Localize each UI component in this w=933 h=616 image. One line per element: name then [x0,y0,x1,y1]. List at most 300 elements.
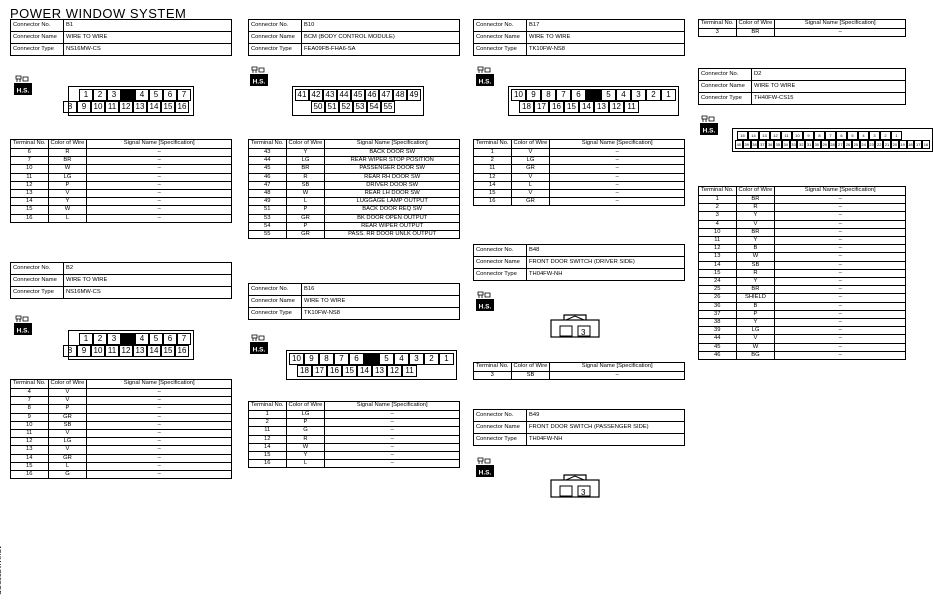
terminal-table-b17 [473,139,685,206]
signal-name: – [775,335,906,343]
table-row [699,327,906,335]
header-signal-name: Signal Name [Specification] [775,187,906,196]
connector-name: WIRE TO WIRE [302,296,460,308]
table-row [699,228,906,236]
pin-cell: 7 [825,131,836,140]
pin-cell: 2 [93,89,107,101]
wire-color: GR [48,413,87,421]
header-terminal-no: Terminal No. [474,363,512,372]
pin-cell: 32 [799,142,804,147]
signal-name: REAR RH DOOR SW [325,173,460,181]
connector-face-b16 [286,350,457,380]
terminal-table-b48 [473,362,685,380]
pin-cell: 10 [511,89,526,101]
table-row [11,413,232,421]
pin-cell: 10 [792,131,803,140]
signal-name: – [775,319,906,327]
pin-cell: 16 [175,101,189,113]
table-row [699,351,906,359]
pin-cell: 15 [342,365,357,377]
table-row [249,222,460,230]
pin-cell: 1 [661,89,676,101]
signal-name: – [87,454,232,462]
wire-color: W [48,206,87,214]
terminal-no: 46 [249,173,287,181]
signal-name: REAR WIPER STOP POSITION [325,157,460,165]
wire-color: V [48,397,87,405]
pin-cell: 27 [838,142,843,147]
signal-name: – [550,157,685,165]
terminal-no: 11 [11,173,49,181]
wire-color: L [286,460,325,468]
signal-name: LUGGAGE LAMP OUTPUT [325,198,460,206]
wire-color: LG [286,157,325,165]
signal-name: – [325,419,460,427]
pin-cell: 9 [526,89,541,101]
wire-color: P [286,222,325,230]
label-connector-no: Connector No. [699,69,752,81]
terminal-no: 14 [11,198,49,206]
connector-type: TH40FW-CS15 [752,93,906,105]
header-terminal-no: Terminal No. [249,402,287,411]
table-row [249,206,460,214]
terminal-no: 15 [11,206,49,214]
table-row [699,319,906,327]
header-signal-name: Signal Name [Specification] [775,20,906,29]
signal-name: – [775,302,906,310]
pin-cell: 31 [806,142,812,147]
signal-name: – [87,206,232,214]
pin-cell: 18 [519,101,534,113]
label-connector-no: Connector No. [11,263,64,275]
hs-harness-side-icon [14,75,31,95]
table-row [699,269,906,277]
terminal-no: 8 [11,405,49,413]
pin-cell: 5 [149,89,163,101]
label-connector-name: Connector Name [474,257,527,269]
table-row [11,181,232,189]
pin-cell: 14 [748,131,759,140]
hs-harness-side-icon [14,315,31,335]
terminal-no: 9 [11,413,49,421]
label-connector-name: Connector Name [11,275,64,287]
connector-info-b10 [248,19,460,56]
signal-name: – [87,165,232,173]
header-color-of-wire: Color of Wire [48,140,87,149]
terminal-no: 12 [474,173,512,181]
terminal-table-d2 [698,186,906,360]
pin-cell: 12 [119,101,133,113]
table-row [699,253,906,261]
wire-color: R [286,435,325,443]
table-row [474,190,685,198]
table-row [474,165,685,173]
table-row [474,198,685,206]
connector-info-d2 [698,68,906,105]
wire-color: B [736,302,775,310]
terminal-no: 43 [249,149,287,157]
pin-cell: 6 [163,333,177,345]
header-signal-name: Signal Name [Specification] [87,140,232,149]
terminal-no: 26 [699,294,737,302]
table-row [699,220,906,228]
table-row [11,198,232,206]
pin-cell: 9 [77,345,91,357]
terminal-no: 4 [699,220,737,228]
label-connector-type: Connector Type [474,44,527,56]
hs-label: H.S. [702,127,716,135]
table-row [249,411,460,419]
connector-no: B16 [302,284,460,296]
connector-no: B17 [527,20,685,32]
signal-name: – [87,413,232,421]
hs-harness-side-icon [700,115,717,135]
terminal-no: 24 [699,278,737,286]
pin-cell: 3 [107,333,121,345]
terminal-no: 53 [249,214,287,222]
signal-name: – [775,294,906,302]
signal-name: – [775,245,906,253]
signal-name: – [87,397,232,405]
pin-cell: 44 [337,89,351,101]
terminal-no: 45 [249,165,287,173]
wire-color: Y [736,278,775,286]
wire-color: V [48,446,87,454]
signal-name: – [87,198,232,206]
pin-cell: 43 [323,89,337,101]
pin-cell: 50 [311,101,325,113]
terminal-no: 39 [699,327,737,335]
label-connector-name: Connector Name [474,32,527,44]
wire-color: P [48,405,87,413]
table-row [474,149,685,157]
wire-color: R [48,149,87,157]
pin-cell: 30 [814,142,820,147]
wire-color: BR [286,165,325,173]
hs-label: H.S. [16,327,30,335]
signal-name: – [775,310,906,318]
wire-color: LG [48,438,87,446]
header-signal-name: Signal Name [Specification] [87,380,232,389]
pin-cell: 38 [752,142,757,147]
signal-name: PASS. RR DOOR UNLK OUTPUT [325,231,460,239]
signal-name: – [325,443,460,451]
table-row [11,446,232,454]
signal-name: – [325,435,460,443]
signal-name: – [325,460,460,468]
connector-info-b48 [473,244,685,281]
signal-name: – [87,421,232,429]
pin-cell: 53 [353,101,367,113]
table-row [699,278,906,286]
signal-name: – [775,196,906,204]
table-row [249,149,460,157]
terminal-no: 4 [11,389,49,397]
header-color-of-wire: Color of Wire [511,363,550,372]
table-row [11,438,232,446]
header-terminal-no: Terminal No. [474,140,512,149]
wire-color: BR [736,228,775,236]
table-row [249,443,460,451]
key-slot [364,353,379,365]
header-terminal-no: Terminal No. [249,140,287,149]
pin-cell: 1 [891,131,902,140]
wire-color: V [48,430,87,438]
label-connector-no: Connector No. [474,245,527,257]
terminal-no: 2 [699,204,737,212]
signal-name: – [550,165,685,173]
wire-color: V [511,190,550,198]
wire-color: LG [48,173,87,181]
pin-cell: 8 [63,101,77,113]
connector-no: B1 [64,20,232,32]
pin-cell: 4 [135,333,149,345]
pin-cell: 45 [351,89,365,101]
terminal-no: 37 [699,310,737,318]
wire-color: W [286,443,325,451]
pin-cell: 3 [869,131,880,140]
signal-name: – [775,261,906,269]
wire-color: Y [286,149,325,157]
pin-cell: 6 [163,89,177,101]
label-connector-name: Connector Name [11,32,64,44]
pin-cell: 8 [541,89,556,101]
label-connector-name: Connector Name [474,422,527,434]
label-connector-no: Connector No. [11,20,64,32]
header-terminal-no: Terminal No. [699,187,737,196]
table-row [11,173,232,181]
pin-cell: 55 [381,101,395,113]
terminal-no: 54 [249,222,287,230]
pin-cell: 13 [133,101,147,113]
terminal-no: 16 [11,471,49,479]
pin-cell: 7 [556,89,571,101]
table-row [249,427,460,435]
table-row [249,214,460,222]
pin-cell: 46 [365,89,379,101]
connector-no: B10 [302,20,460,32]
table-row [699,204,906,212]
pin-cell: 36 [767,142,773,147]
terminal-no: 15 [11,462,49,470]
terminal-no: 14 [474,181,512,189]
terminal-no: 51 [249,206,287,214]
table-row [249,231,460,239]
pin-cell: 1 [439,353,454,365]
header-color-of-wire: Color of Wire [48,380,87,389]
pin-cell: 33 [791,142,796,147]
connector-info-b2 [10,262,232,299]
wire-color: GR [286,214,325,222]
table-row [11,405,232,413]
table-row [474,372,685,380]
label-connector-name: Connector Name [249,296,302,308]
signal-name: – [87,190,232,198]
pin-cell: 2 [93,333,107,345]
terminal-no: 45 [699,343,737,351]
wire-color: BR [736,196,775,204]
pin-cell: 15 [161,101,175,113]
pin-cell: 39 [744,142,749,147]
pin-cell: 3 [631,89,646,101]
terminal-no: 14 [699,261,737,269]
connector-face-b10 [292,86,424,116]
pin-cell: 8 [319,353,334,365]
pin-cell: 1 [79,89,93,101]
pin-cell: 24 [861,142,866,147]
wire-color: L [286,198,325,206]
connector-info-b49 [473,409,685,446]
pin-cell: 54 [367,101,381,113]
table-row [11,206,232,214]
pin-cell: 17 [312,365,327,377]
label-connector-type: Connector Type [249,308,302,320]
pin-cell: 41 [295,89,309,101]
terminal-no: 44 [249,157,287,165]
wire-color: GR [286,231,325,239]
table-row [249,452,460,460]
signal-name: – [775,351,906,359]
pin-cell: 6 [836,131,847,140]
hs-label: H.S. [252,78,266,86]
signal-name: – [775,29,906,37]
pin-cell: 10 [289,353,304,365]
header-signal-name: Signal Name [Specification] [325,402,460,411]
terminal-no: 47 [249,181,287,189]
pin-cell: 16 [549,101,564,113]
header-color-of-wire: Color of Wire [286,140,325,149]
pin-cell: 9 [803,131,814,140]
pin-cell: 51 [325,101,339,113]
header-terminal-no: Terminal No. [11,140,49,149]
pin-cell: 15 [564,101,579,113]
terminal-table-b2 [10,379,232,479]
terminal-no: 48 [249,190,287,198]
signal-name: – [325,411,460,419]
pin-cell: 2 [424,353,439,365]
wire-color: SB [286,181,325,189]
table-row [249,419,460,427]
signal-name: – [325,452,460,460]
table-row [249,190,460,198]
terminal-table-b10 [248,139,460,239]
terminal-no: 15 [249,452,287,460]
pin-cell: 13 [133,345,147,357]
terminal-no: 1 [699,196,737,204]
connector-name: WIRE TO WIRE [752,81,906,93]
signal-name: BACK DOOR REQ SW [325,206,460,214]
table-row [699,212,906,220]
label-connector-no: Connector No. [474,410,527,422]
hs-harness-side-icon [476,291,493,311]
pin-cell: 25 [853,142,859,147]
signal-name: – [775,286,906,294]
label-connector-type: Connector Type [474,434,527,446]
connector-no: B48 [527,245,685,257]
pin-cell: 11 [624,101,639,113]
connector-name: WIRE TO WIRE [64,32,232,44]
pin-cell: 40 [736,142,742,147]
pin-cell: 28 [830,142,835,147]
terminal-no: 15 [699,269,737,277]
pin-cell: 16 [327,365,342,377]
wire-color: BG [736,351,775,359]
wire-color: LG [736,327,775,335]
wire-color: V [511,173,550,181]
pin-cell: 4 [858,131,869,140]
wire-color: BR [736,29,775,37]
pin-cell: 7 [177,333,191,345]
header-color-of-wire: Color of Wire [511,140,550,149]
pin-cell: 16 [175,345,189,357]
wire-color: SB [48,421,87,429]
pin-cell: 18 [908,142,913,147]
pin-cell: 11 [105,345,119,357]
signal-name: – [775,228,906,236]
table-row [11,389,232,397]
pin-cell: 14 [147,101,161,113]
terminal-no: 3 [699,29,737,37]
pin-cell: 8 [63,345,77,357]
pin-cell: 12 [119,345,133,357]
header-signal-name: Signal Name [Specification] [550,140,685,149]
connector-no: B49 [527,410,685,422]
signal-name: PASSENGER DOOR SW [325,165,460,173]
table-row [11,157,232,165]
wire-color: R [736,269,775,277]
wire-color: Y [736,212,775,220]
wire-color: Y [286,452,325,460]
table-row [474,173,685,181]
connector-face-b17 [508,86,679,116]
signal-name: – [550,181,685,189]
wire-color: P [286,206,325,214]
connector-info-b1 [10,19,232,56]
pin-cell: 23 [869,142,874,147]
connector-name: WIRE TO WIRE [64,275,232,287]
table-row [11,454,232,462]
connector-face-b2 [68,330,194,360]
connector-type: TH04FW-NH [527,434,685,446]
label-connector-type: Connector Type [249,44,302,56]
terminal-no: 16 [249,460,287,468]
signal-name: – [775,327,906,335]
wire-color: W [736,343,775,351]
terminal-no: 12 [249,435,287,443]
table-row [249,181,460,189]
pin-cell: 5 [379,353,394,365]
signal-name: – [550,190,685,198]
signal-name: REAR LH DOOR SW [325,190,460,198]
hs-label: H.S. [252,346,266,354]
table-row [474,157,685,165]
pin-cell: 6 [349,353,364,365]
terminal-no: 12 [11,181,49,189]
pin-cell: 29 [822,142,827,147]
label-connector-no: Connector No. [249,20,302,32]
pin-cell: 37 [760,142,765,147]
wire-color: G [286,427,325,435]
pin-cell: 21 [884,142,890,147]
pin-cell: 11 [781,131,792,140]
signal-name: – [87,430,232,438]
label-connector-type: Connector Type [11,44,64,56]
table-row [11,397,232,405]
table-row [11,430,232,438]
label-connector-name: Connector Name [699,81,752,93]
signal-name: – [775,237,906,245]
table-row [249,198,460,206]
